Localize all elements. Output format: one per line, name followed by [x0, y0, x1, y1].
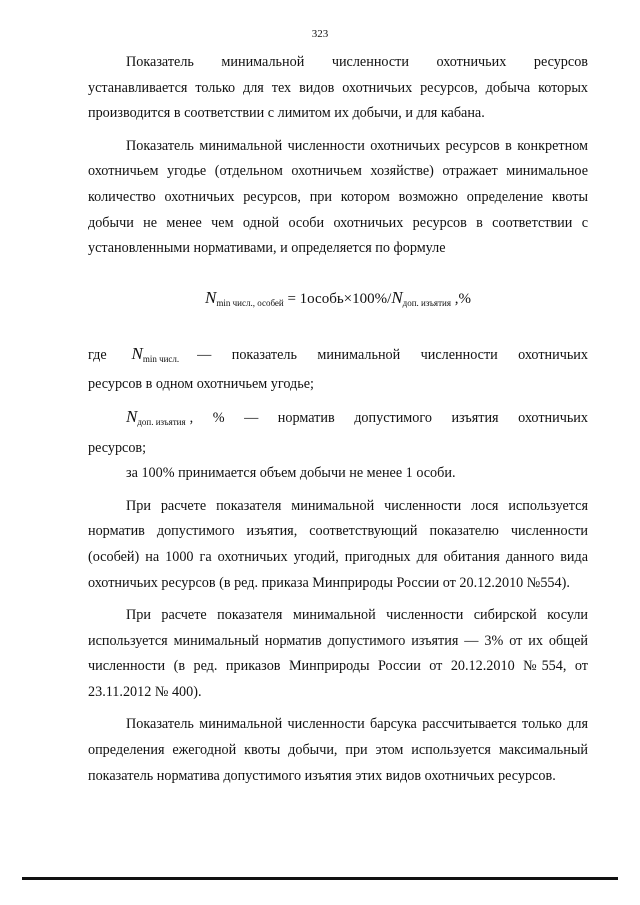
formula-rhs-symbol: N [391, 287, 403, 307]
definition-2-line [88, 404, 588, 436]
paragraph-moose: При расчете показателя минимальной численности лося используется норматив допустимого изъятия, соответствующий показателю численности (особей) на 1000 га охотничьих угодий, пригодных для обитания данного вида охотничьих ресурсов (в ред. приказа Минприроды России от 20.12.2010 №554). [88, 497, 588, 591]
formula-rhs-text: = 1особь×100%/ [283, 290, 392, 307]
def1-subscript: min числ. [142, 353, 180, 364]
paragraph-roe-deer: При расчете показателя минимальной численности сибирской косули используется минимальный норматив допустимого изъятия — 3% от их общей численности (в ред. приказов Минприроды России от 20.12.2010 №554, от 23.11.2012 № 400). [88, 607, 588, 700]
where-word: где [88, 346, 107, 363]
document-body [88, 50, 588, 789]
def2-text-line2: ресурсов; [88, 439, 147, 456]
definition-1-line [88, 341, 588, 373]
paragraph-scope: Показатель минимальной численности охотничьих ресурсов устанавливается только для тех видов охотничьих ресурсов, добыча которых производится в соответствии с лимитом их добычи, и для кабана. [88, 54, 588, 122]
def1-text-line1: — показатель минимальной численности охотничьих [197, 346, 588, 363]
def2-text-line1: , % — норматив допустимого изъятия охотничьих [189, 409, 588, 426]
formula-unit: ,% [450, 290, 471, 307]
formula-lhs-symbol: N [205, 287, 217, 307]
def1-symbol: N [131, 343, 143, 363]
bottom-divider [22, 877, 618, 880]
formula [88, 284, 588, 317]
def2-subscript: доп. изъятия [137, 416, 186, 427]
paragraph-definition: Показатель минимальной численности охотничьих ресурсов в конкретном охотничьем угодье (отдельном охотничьем хозяйстве) отражает минимальное количество охотничьих ресурсов, при котором возможно определение квоты добычи не менее чем одной особи охотничьих ресурсов в соответствии с установленными нормативами, и определяется по формуле [88, 137, 588, 257]
def2-symbol: N [126, 406, 138, 426]
def1-text-line2: ресурсов в одном охотничьем угодье; [88, 376, 314, 393]
paragraph-badger: Показатель минимальной численности барсука рассчитывается только для определения ежегодной квоты добычи, при этом используется максимальный показатель норматива допустимого изъятия этих видов охотничьих ресурсов. [88, 716, 588, 784]
page-number: 323 [311, 28, 329, 40]
note-100-percent: за 100% принимается объем добычи не менее 1 особи. [126, 465, 456, 482]
formula-lhs-subscript: min числ., особей [216, 297, 284, 308]
formula-rhs-subscript: доп. изъятия [402, 297, 451, 308]
